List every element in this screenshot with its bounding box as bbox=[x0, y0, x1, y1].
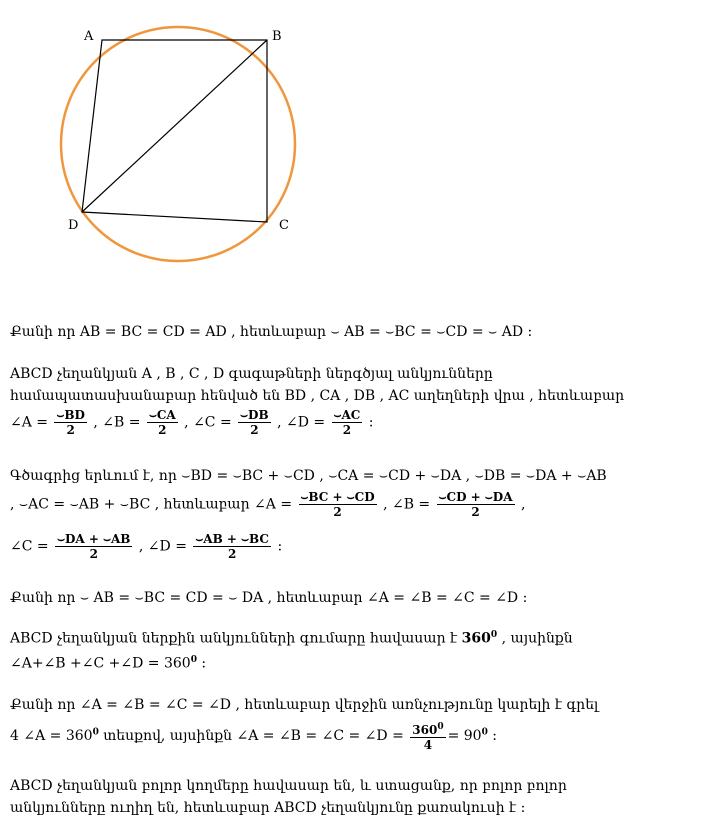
fraction-a bbox=[54, 408, 86, 437]
p5-l1-degree: 0 bbox=[490, 630, 498, 640]
paragraph-3-line-1: Գծագրից երևում է, որ ⌣BD = ⌣BC + ⌣CD , ⌣CA = ⌣CD + ⌣DA , ⌣DB = ⌣DA + ⌣AB bbox=[10, 468, 607, 484]
fraction-b-den: 2 bbox=[158, 423, 167, 437]
fraction-360-degree: 0 bbox=[437, 722, 444, 732]
paragraph-3-line-2 bbox=[10, 490, 525, 519]
angle-b-label: , ∠B = bbox=[93, 414, 141, 431]
vertex-label-b: B bbox=[272, 29, 282, 44]
p5-l1-text: ABCD չեղանկյան ներքին անկյունների գումարը հավասար է bbox=[10, 630, 462, 647]
p3-l3-prefix: ∠C = bbox=[10, 538, 49, 555]
fraction-360-num bbox=[410, 720, 445, 738]
p3-l3-mid: , ∠D = bbox=[138, 538, 187, 555]
fraction-d-num: ⌣AC bbox=[333, 408, 361, 422]
paragraph-2-line-2: համապատասխանաբար հենված են BD , CA , DB , AC աղեղների վրա , հետևաբար bbox=[10, 388, 625, 404]
diagonal-db bbox=[82, 40, 267, 212]
fraction-d2-num: ⌣AB + ⌣BC bbox=[195, 532, 269, 546]
fraction-c2-den: 2 bbox=[89, 547, 98, 561]
fraction-b2 bbox=[437, 490, 515, 519]
p5-l1-value: 360 bbox=[461, 630, 491, 647]
paragraph-1: Քանի որ AB = BC = CD = AD , հետևաբար ⌣ AB = ⌣BC = ⌣CD = ⌣ AD : bbox=[10, 324, 533, 340]
vertex-label-d: D bbox=[68, 218, 79, 233]
paragraph-3-line-3 bbox=[10, 532, 282, 561]
fraction-b-num: ⌣CA bbox=[148, 408, 176, 422]
angle-c-label: , ∠C = bbox=[184, 414, 232, 431]
paragraph-6-line-2 bbox=[10, 720, 497, 752]
fraction-b2-den: 2 bbox=[471, 505, 480, 519]
p6-l2-degree-2: 0 bbox=[481, 727, 488, 738]
paragraph-7-line-2: անկյունները ուղիղ են, հետևաբար ABCD չեղանկյունը քառակուսի է : bbox=[10, 800, 526, 816]
paragraph-5-line-2 bbox=[10, 655, 206, 672]
fraction-c2-num: ⌣DA + ⌣AB bbox=[57, 532, 131, 546]
p6-l2-post: = 90 bbox=[447, 728, 482, 744]
p3-l2-end: , bbox=[520, 496, 526, 513]
fraction-a2 bbox=[299, 490, 377, 519]
p5-l2-degree: 0 bbox=[190, 655, 197, 665]
fraction-c bbox=[238, 408, 270, 437]
fraction-360-over-4 bbox=[410, 720, 445, 752]
p6-l2-prefix: 4 ∠A = 360 bbox=[10, 728, 93, 744]
fraction-a2-num: ⌣BC + ⌣CD bbox=[300, 490, 375, 504]
p3-l2-mid: , ∠B = bbox=[383, 496, 431, 513]
p6-l2-mid: տեսքով, այսինքն ∠A = ∠B = ∠C = ∠D = bbox=[103, 728, 404, 744]
paragraph-7-line-1: ABCD չեղանկյան բոլոր կողմերը հավասար են, և ստացանք, որ բոլոր բոլոր bbox=[10, 778, 567, 794]
p3-l2-prefix: , ⌣AC = ⌣AB + ⌣BC , հետևաբար ∠A = bbox=[10, 496, 293, 513]
p3-l3-end: : bbox=[277, 538, 283, 555]
fraction-d-den: 2 bbox=[342, 423, 352, 437]
angle-d-label: , ∠D = bbox=[277, 414, 326, 431]
vertex-label-a: A bbox=[84, 29, 94, 44]
paragraph-2-line-1: ABCD չեղանկյան A , B , C , D գագաթների ներգծյալ անկյունները bbox=[10, 366, 493, 382]
circumscribed-circle bbox=[61, 27, 295, 261]
fraction-a-num: ⌣BD bbox=[56, 408, 85, 422]
fraction-b bbox=[147, 408, 178, 437]
fraction-d2 bbox=[193, 532, 271, 561]
quadrilateral-figure bbox=[0, 0, 722, 290]
paragraph-4: Քանի որ ⌣ AB = ⌣BC = CD = ⌣ DA , հետևաբար ∠A = ∠B = ∠C = ∠D : bbox=[10, 590, 528, 606]
fraction-c-num: ⌣DB bbox=[240, 408, 269, 422]
fraction-d2-den: 2 bbox=[228, 547, 237, 561]
fraction-a2-den: 2 bbox=[333, 505, 342, 519]
fraction-c2 bbox=[55, 532, 132, 561]
p6-l2-end: : bbox=[487, 728, 498, 744]
fraction-b2-num: ⌣CD + ⌣DA bbox=[438, 490, 513, 504]
p5-l2-text: ∠A+∠B +∠C +∠D = 360 bbox=[10, 655, 191, 672]
fraction-d bbox=[332, 408, 363, 437]
fraction-360-value: 360 bbox=[412, 723, 438, 737]
quadrilateral-abcd bbox=[82, 40, 267, 222]
vertex-label-c: C bbox=[279, 218, 289, 233]
p5-l1-end: , այսինքն bbox=[497, 630, 573, 647]
angle-a-label: ∠A = bbox=[10, 414, 49, 431]
paragraph-6-line-1: Քանի որ ∠A = ∠B = ∠C = ∠D , հետևաբար վերջին առնչությունը կարելի է գրել bbox=[10, 697, 599, 713]
paragraph-5-line-1 bbox=[10, 630, 573, 647]
line-end: : bbox=[368, 414, 374, 431]
paragraph-2-line-3 bbox=[10, 408, 374, 437]
p6-l2-degree-1: 0 bbox=[92, 727, 99, 738]
fraction-a-den: 2 bbox=[66, 423, 75, 437]
fraction-360-den: 4 bbox=[423, 738, 433, 752]
p5-l2-end: : bbox=[196, 655, 207, 672]
fraction-c-den: 2 bbox=[250, 423, 259, 437]
